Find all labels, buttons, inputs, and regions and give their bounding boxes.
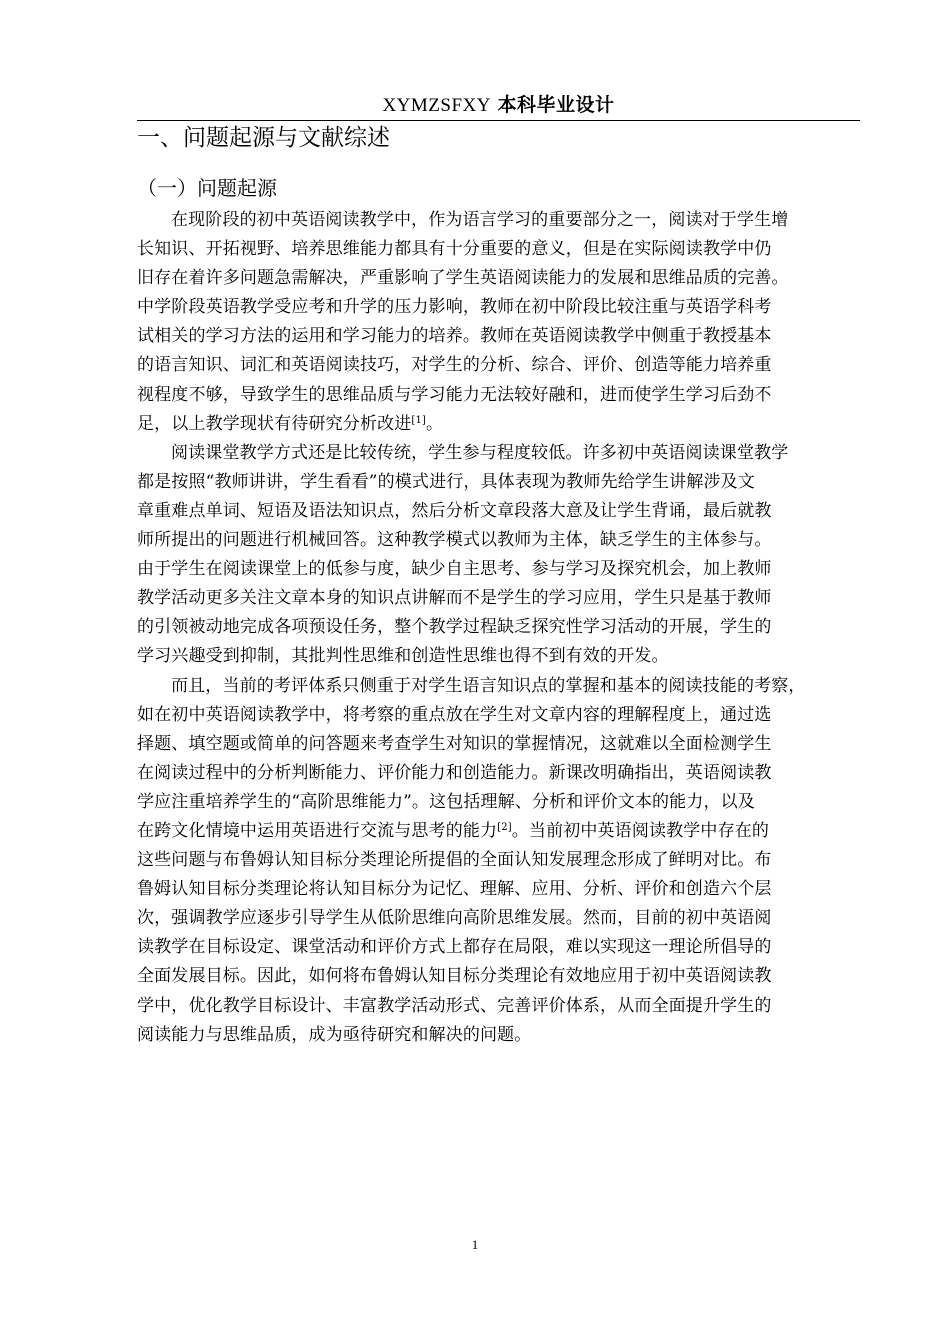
text-line (137, 468, 860, 497)
text-line (137, 264, 860, 293)
text-line-content: 全面发展目标。因此，如何将布鲁姆认知目标分类理论有效地应用于初中英语阅读教 (137, 966, 772, 987)
text-line (137, 526, 860, 555)
text-line (137, 555, 860, 584)
text-line-content: 足，以上教学现状有待研究分析改进 (137, 413, 412, 434)
text-line-content: 视程度不够，导致学生的思维品质与学习能力无法较好融和，进而使学生学习后劲不 (137, 384, 772, 405)
body-text (137, 206, 860, 1050)
text-line (137, 817, 860, 846)
text-line (137, 293, 860, 322)
text-line (137, 381, 860, 410)
subsection-title: （一）问题起源 (137, 176, 277, 200)
text-line (137, 235, 860, 264)
text-line (137, 730, 860, 759)
header-cjk: 本科毕业设计 (497, 94, 615, 116)
text-line-content: 次，强调教学应逐步引导学生从低阶思维向高阶思维发展。然而，目前的初中英语阅 (137, 908, 772, 929)
text-line-content: 中学阶段英语教学受应考和升学的压力影响，教师在初中阶段比较注重与英语学科考 (137, 297, 772, 318)
text-line (137, 497, 860, 526)
text-line (137, 962, 860, 991)
text-line-content: 这些问题与布鲁姆认知目标分类理论所提倡的全面认知发展理念形成了鲜明对比。布 (137, 850, 772, 871)
text-line-content: 在现阶段的初中英语阅读教学中，作为语言学习的重要部分之一，阅读对于学生增 (171, 210, 789, 230)
text-line-content: 师所提出的问题进行机械回答。这种教学模式以教师为主体，缺乏学生的主体参与。 (137, 530, 772, 551)
text-line (137, 875, 860, 904)
text-line (137, 701, 860, 730)
text-line (137, 584, 860, 613)
text-line (137, 992, 860, 1021)
text-line-content: 阅读课堂教学方式还是比较传统，学生参与程度较低。许多初中英语阅读课堂教学 (171, 442, 789, 463)
text-line-content: 教学活动更多关注文章本身的知识点讲解而不是学生的学习应用，学生只是基于教师 (137, 588, 772, 609)
text-line (137, 410, 860, 439)
text-line-content: 试相关的学习方法的运用和学习能力的培养。教师在英语阅读教学中侧重于教授基本 (137, 326, 772, 347)
text-line-content: 鲁姆认知目标分类理论将认知目标分为记忆、理解、应用、分析、评价和创造六个层 (137, 879, 772, 900)
text-line (137, 846, 860, 875)
text-line-content: 长知识、开拓视野、培养思维能力都具有十分重要的意义，但是在实际阅读教学中仍 (137, 239, 772, 260)
citation-marker: [1] (411, 414, 427, 426)
text-line-content: 择题、填空题或简单的问答题来考查学生对知识的掌握情况，这就难以全面检测学生 (137, 733, 772, 754)
text-line-tail: 。 (426, 413, 444, 434)
text-line-content: 都是按照“教师讲讲，学生看看”的模式进行，具体表现为教师先给学生讲解涉及文 (137, 471, 755, 492)
text-line (137, 672, 860, 701)
header-latin: XYMZSFXY (382, 95, 491, 116)
header-title (137, 90, 860, 117)
text-line (137, 1021, 860, 1050)
text-line-tail: 。当前初中英语阅读教学中存在的 (511, 820, 770, 841)
text-line-content: 学习兴趣受到抑制，其批判性思维和创造性思维也得不到有效的开发。 (137, 646, 669, 667)
text-line-content: 学中，优化教学目标设计、丰富教学活动形式、完善评价体系，从而全面提升学生的 (137, 995, 772, 1016)
citation-marker: [2] (497, 821, 512, 833)
text-line-content: 的引领被动地完成各项预设任务，整个教学过程缺乏探究性学习活动的开展，学生的 (137, 617, 772, 638)
text-line (137, 206, 860, 235)
text-line-content: 在跨文化情境中运用英语进行交流与思考的能力 (137, 820, 498, 841)
text-line-content: 旧存在着许多问题急需解决，严重影响了学生英语阅读能力的发展和思维品质的完善。 (137, 268, 789, 289)
text-line-content: 章重难点单词、短语及语法知识点，然后分析文章段落大意及让学生背诵，最后就教 (137, 500, 772, 521)
section-title: 一、问题起源与文献综述 (137, 125, 390, 151)
text-line (137, 439, 860, 468)
text-line-content: 的语言知识、词汇和英语阅读技巧，对学生的分析、综合、评价、创造等能力培养重 (137, 355, 772, 376)
text-line (137, 933, 860, 962)
text-line (137, 613, 860, 642)
text-line-content: 阅读能力与思维品质，成为亟待研究和解决的问题。 (137, 1024, 532, 1045)
page-header (137, 88, 860, 121)
text-line (137, 904, 860, 933)
text-line (137, 759, 860, 788)
page-number: 1 (471, 1237, 479, 1252)
text-line-content: 如在初中英语阅读教学中，将考察的重点放在学生对文章内容的理解程度上，通过选 (137, 704, 772, 725)
text-line (137, 788, 860, 817)
text-line-content: 而且，当前的考评体系只侧重于对学生语言知识点的掌握和基本的阅读技能的考察， (171, 675, 806, 696)
text-line-content: 在阅读过程中的分析判断能力、评价能力和创造能力。新课改明确指出，英语阅读教 (137, 762, 772, 783)
text-line (137, 351, 860, 380)
text-line (137, 322, 860, 351)
text-line-content: 读教学在目标设定、课堂活动和评价方式上都存在局限，难以实现这一理论所倡导的 (137, 937, 772, 958)
text-line-content: 学应注重培养学生的“高阶思维能力”。这包括理解、分析和评价文本的能力，以及 (137, 791, 755, 812)
text-line-content: 由于学生在阅读课堂上的低参与度，缺少自主思考、参与学习及探究机会，加上教师 (137, 559, 772, 580)
text-line (137, 642, 860, 671)
